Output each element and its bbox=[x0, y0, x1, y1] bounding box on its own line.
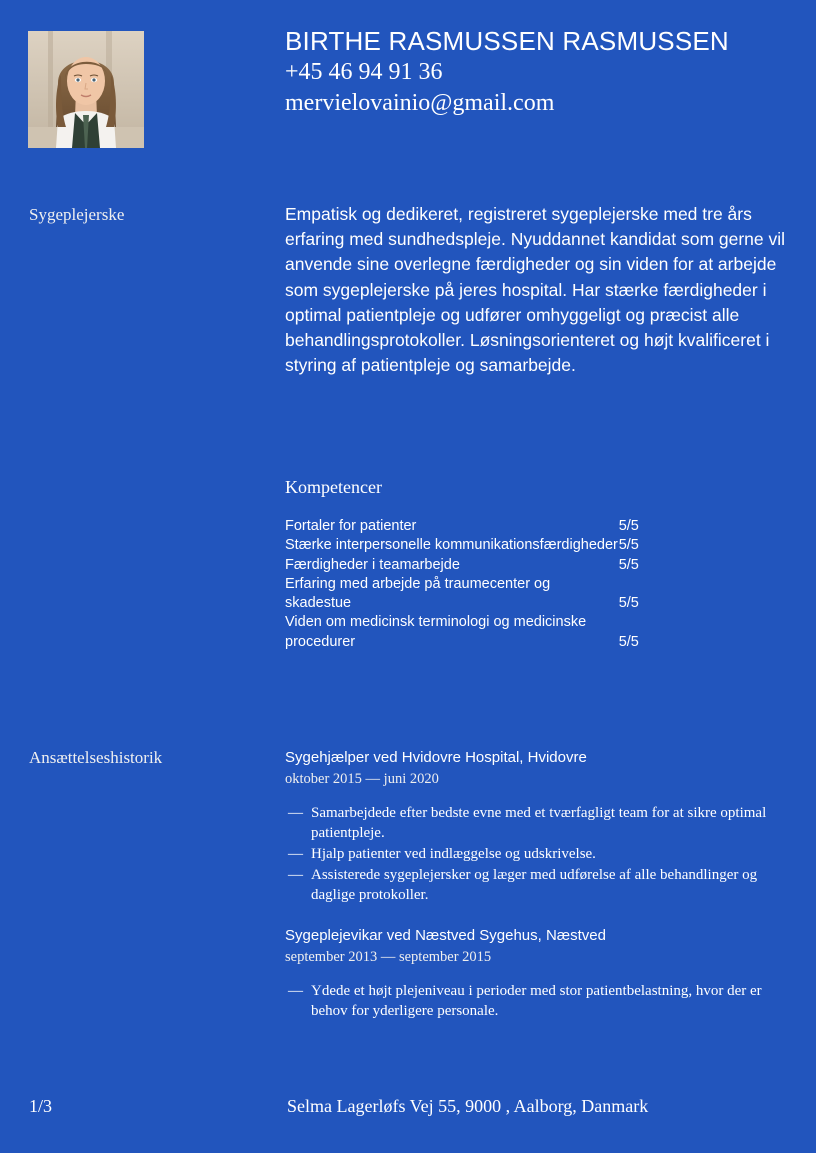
experience-title: Sygeplejevikar ved Næstved Sygehus, Næstved bbox=[285, 927, 606, 944]
experience-entry bbox=[285, 747, 797, 905]
skill-name: Fortaler for patienter bbox=[285, 518, 417, 534]
experience-section bbox=[285, 747, 797, 1041]
experience-dates: oktober 2015 — juni 2020 bbox=[285, 771, 439, 787]
profile-summary bbox=[285, 202, 790, 378]
experience-bullet-list bbox=[285, 803, 797, 905]
experience-dates: september 2013 — september 2015 bbox=[285, 949, 492, 965]
bullet-dash-icon: — bbox=[288, 867, 303, 883]
bullet-dash-icon: — bbox=[288, 983, 303, 999]
resume-header bbox=[0, 0, 816, 180]
skill-name: Viden om medicinsk terminologi og medicinske procedurer bbox=[285, 614, 587, 650]
skill-name: Erfaring med arbejde på traumecenter og skadestue bbox=[285, 575, 551, 612]
skills-heading: Kompetencer bbox=[285, 477, 382, 497]
skill-row bbox=[285, 556, 705, 575]
skills-section bbox=[285, 475, 705, 652]
experience-bullet bbox=[285, 844, 797, 864]
skill-row bbox=[285, 536, 705, 555]
skill-row bbox=[285, 613, 705, 652]
skill-rating: 5/5 bbox=[618, 518, 639, 534]
experience-bullet bbox=[285, 803, 797, 843]
skills-table bbox=[285, 517, 705, 652]
experience-bullet-text: Assisterede sygeplejersker og læger med udførelse af alle behandlinger og daglige protokoller. bbox=[311, 867, 758, 903]
experience-bullet bbox=[285, 981, 797, 1021]
section-label-experience: Ansættelseshistorik bbox=[29, 748, 163, 767]
skill-rating: 5/5 bbox=[618, 633, 639, 650]
section-label-profile: Sygeplejerske bbox=[29, 205, 125, 224]
skill-name: Færdigheder i teamarbejde bbox=[285, 556, 460, 573]
experience-entry bbox=[285, 925, 797, 1021]
page-title: BIRTHE RASMUSSEN RASMUSSEN bbox=[285, 26, 729, 56]
skill-row bbox=[285, 575, 705, 614]
phone-number[interactable]: +45 46 94 91 36 bbox=[285, 59, 443, 85]
page-number: 1/3 bbox=[29, 1096, 53, 1116]
skill-rating: 5/5 bbox=[618, 595, 639, 612]
bullet-dash-icon: — bbox=[288, 846, 303, 862]
footer-address: Selma Lagerløfs Vej 55, 9000 , Aalborg, Danmark bbox=[287, 1096, 649, 1116]
experience-bullet-text: Samarbejdede efter bedste evne med et tværfagligt team for at sikre optimal patientpleje. bbox=[311, 805, 767, 841]
experience-title: Sygehjælper ved Hvidovre Hospital, Hvidovre bbox=[285, 749, 587, 766]
experience-bullet-list bbox=[285, 981, 797, 1021]
portrait-photo-icon bbox=[28, 31, 144, 148]
experience-bullet-text: Hjalp patienter ved indlæggelse og udskrivelse. bbox=[311, 846, 596, 862]
bullet-dash-icon: — bbox=[288, 805, 303, 821]
experience-bullet bbox=[285, 865, 797, 905]
skill-rating: 5/5 bbox=[618, 556, 639, 573]
skill-rating: 5/5 bbox=[618, 537, 639, 554]
email-address[interactable]: mervielovainio@gmail.com bbox=[285, 90, 555, 116]
avatar bbox=[28, 31, 144, 148]
experience-bullet-text: Ydede et højt plejeniveau i perioder med stor patientbelastning, hvor der er behov for yderligere personale. bbox=[311, 983, 762, 1019]
skill-row bbox=[285, 517, 705, 536]
header-contact-block bbox=[285, 26, 785, 119]
skill-name: Stærke interpersonelle kommunikationsfærdigheder bbox=[285, 537, 618, 554]
profile-summary-text: Empatisk og dedikeret, registreret sygeplejerske med tre års erfaring med sundhedspleje. Nyuddannet kandidat som gerne vil anvende sine overlegne færdigheder og sin viden for at arbejde som sygeplejerske på jeres hospital. Har stærke færdigheder i optimal patientpleje og udfører omhyggeligt og præcist alle behandlingsprotokoller. Løsningsorienteret og højt kvalificeret i styring af patientpleje og samarbejde. bbox=[285, 204, 786, 376]
